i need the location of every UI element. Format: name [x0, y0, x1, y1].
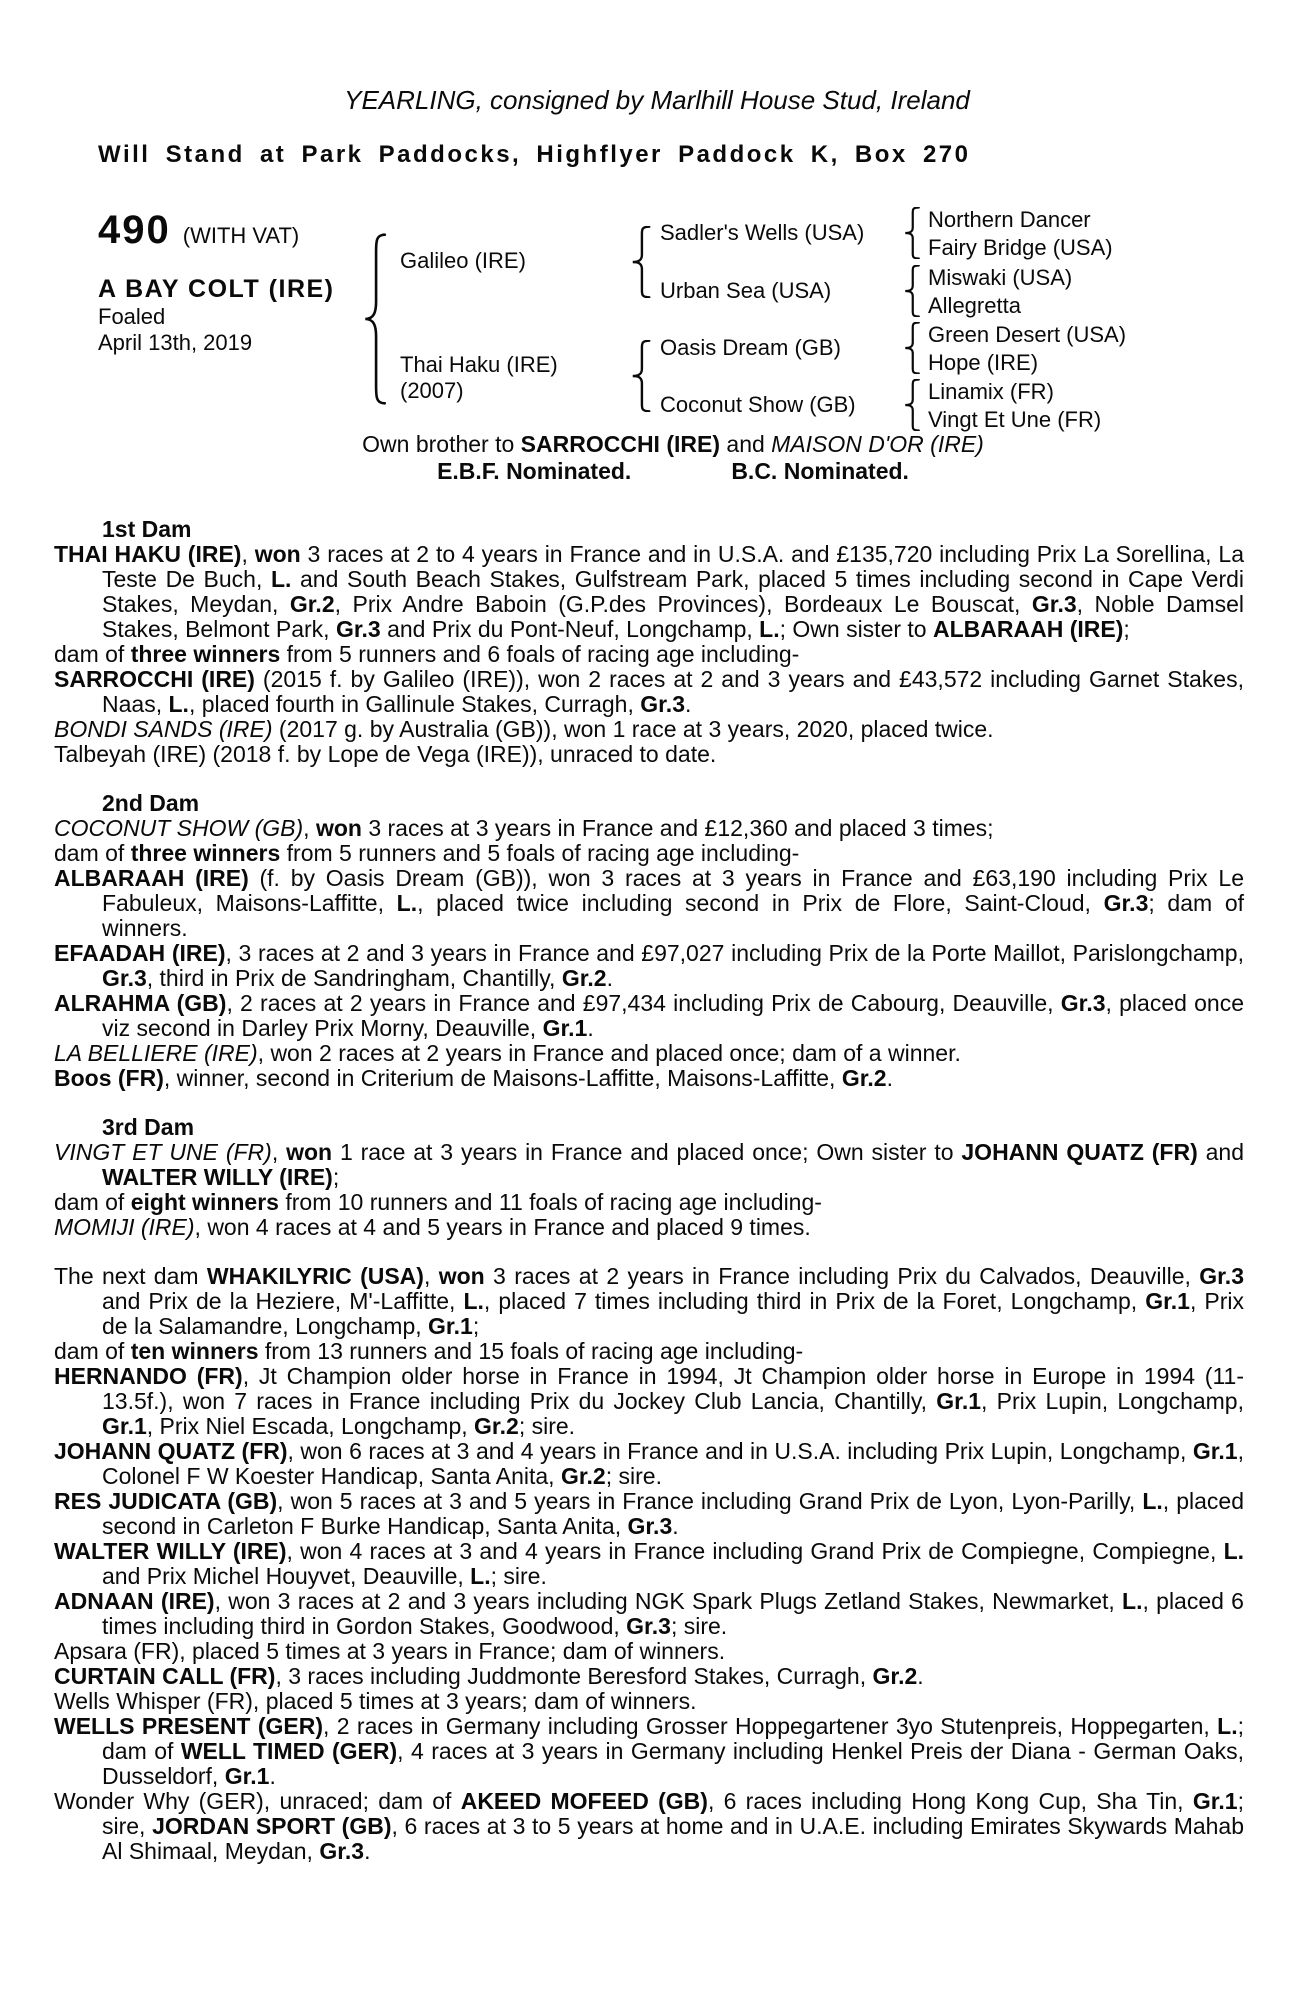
pedigree-paragraph: WELLS PRESENT (GER), 2 races in Germany including Grosser Hoppegartener 3yo Stutenpreis, Hoppegarten, L.; dam of WELL TIMED (GER), 4 races at 3 years in Germany including Henkel Preis der Diana - German Oaks, Dusseldorf, Gr.1.	[54, 1713, 1244, 1789]
ss-dam-name: Fairy Bridge (USA)	[928, 235, 1113, 260]
dam-year: (2007)	[400, 378, 464, 403]
pedigree-paragraph: COCONUT SHOW (GB), won 3 races at 3 years in France and £12,360 and placed 3 times;	[54, 815, 994, 841]
section-heading: 1st Dam	[102, 516, 192, 542]
lot-row	[98, 210, 299, 259]
nominations-row	[102, 458, 1244, 484]
dam-section	[54, 1114, 1244, 1240]
ebf-nominated: E.B.F. Nominated.	[437, 458, 632, 484]
stand-location-line: Will Stand at Park Paddocks, Highflyer Paddock K, Box 270	[98, 141, 971, 168]
pedigree-paragraph: dam of three winners from 5 runners and 5 foals of racing age including-	[54, 840, 800, 866]
consignor-line: YEARLING, consigned by Marlhill House Stud, Ireland	[344, 85, 970, 115]
pedigree-paragraph: THAI HAKU (IRE), won 3 races at 2 to 4 years in France and in U.S.A. and £135,720 including Prix La Sorellina, La Teste De Buch, L. and South Beach Stakes, Gulfstream Park, placed 5 times including second in Cape Verdi Stakes, Meydan, Gr.2, Prix Andre Baboin (G.P.des Provinces), Bordeaux Le Bouscat, Gr.3, Noble Damsel Stakes, Belmont Park, Gr.3 and Prix du Pont-Neuf, Longchamp, L.; Own sister to ALBARAAH (IRE);	[54, 541, 1245, 642]
sire-name: Galileo (IRE)	[400, 248, 526, 273]
pedigree-paragraph: WALTER WILLY (IRE), won 4 races at 3 and 4 years in France including Grand Prix de Compiegne, Compiegne, L. and Prix Michel Houyvet, Deauville, L.; sire.	[54, 1538, 1245, 1589]
lot-number: 490	[98, 208, 171, 252]
sire-dam-name: Urban Sea (USA)	[660, 278, 832, 303]
vat-note: (WITH VAT)	[182, 223, 300, 248]
pedigree-paragraph: SARROCCHI (IRE) (2015 f. by Galileo (IRE)), won 2 races at 2 and 3 years and £43,572 including Garnet Stakes, Naas, L., placed fourth in Gallinule Stakes, Curragh, Gr.3.	[54, 666, 1244, 717]
pedigree-paragraph: dam of ten winners from 13 runners and 15 foals of racing age including-	[54, 1338, 804, 1364]
pedigree-paragraph: Apsara (FR), placed 5 times at 3 years in France; dam of winners.	[54, 1638, 726, 1664]
pedigree-paragraph: The next dam WHAKILYRIC (USA), won 3 races at 2 years in France including Prix du Calvados, Deauville, Gr.3 and Prix de la Heziere, M'-Laffitte, L., placed 7 times including third in Prix de la Foret, Longchamp, Gr.1, Prix de la Salamandre, Longchamp, Gr.1;	[54, 1263, 1245, 1339]
sd-sire-name: Miswaki (USA)	[928, 265, 1073, 290]
dam-section	[54, 1263, 1245, 1864]
dam-dam-name: Coconut Show (GB)	[660, 392, 856, 417]
dam-sire-name: Oasis Dream (GB)	[660, 335, 841, 360]
ds-sire-name: Green Desert (USA)	[928, 322, 1127, 347]
section-heading: 2nd Dam	[102, 790, 200, 816]
pedigree-paragraph: Boos (FR), winner, second in Criterium de Maisons-Laffitte, Maisons-Laffitte, Gr.2.	[54, 1065, 893, 1091]
ds-dam-name: Hope (IRE)	[928, 350, 1039, 375]
pedigree-brace-ds-icon	[903, 322, 921, 374]
pedigree-paragraph: ALRAHMA (GB), 2 races at 2 years in France and £97,434 including Prix de Cabourg, Deauville, Gr.3, placed once viz second in Darley Prix Morny, Deauville, Gr.1.	[54, 990, 1244, 1041]
pedigree-paragraph: Wonder Why (GER), unraced; dam of AKEED MOFEED (GB), 6 races including Hong Kong Cup, Sha Tin, Gr.1; sire, JORDAN SPORT (GB), 6 races at 3 to 5 years at home and in U.A.E. including Emirates Skywards Mahab Al Shimaal, Meydan, Gr.3.	[54, 1788, 1245, 1864]
pedigree-brace-gen1-icon	[362, 233, 388, 405]
foaled-date: April 13th, 2019	[98, 330, 253, 355]
dd-dam-name: Vingt Et Une (FR)	[928, 407, 1102, 432]
pedigree-paragraph: VINGT ET UNE (FR), won 1 race at 3 years in France and placed once; Own sister to JOHANN QUATZ (FR) and WALTER WILLY (IRE);	[54, 1139, 1244, 1190]
pedigree-brace-sd-icon	[903, 265, 921, 317]
section-heading: 3rd Dam	[102, 1114, 195, 1140]
pedigree-paragraph: ADNAAN (IRE), won 3 races at 2 and 3 years including NGK Spark Plugs Zetland Stakes, Newmarket, L., placed 6 times including third in Gordon Stakes, Goodwood, Gr.3; sire.	[54, 1588, 1244, 1639]
dd-sire-name: Linamix (FR)	[928, 379, 1054, 404]
pedigree-paragraph: Wells Whisper (FR), placed 5 times at 3 years; dam of winners.	[54, 1688, 697, 1714]
pedigree-paragraph: MOMIJI (IRE), won 4 races at 4 and 5 years in France and placed 9 times.	[54, 1214, 811, 1240]
own-brother-note: Own brother to SARROCCHI (IRE) and MAISON D'OR (IRE)	[362, 431, 984, 457]
pedigree-paragraph: RES JUDICATA (GB), won 5 races at 3 and 5 years in France including Grand Prix de Lyon, Lyon-Parilly, L., placed second in Carleton F Burke Handicap, Santa Anita, Gr.3.	[54, 1488, 1244, 1539]
pedigree-brace-dam-icon	[630, 340, 652, 412]
foaled-label: Foaled	[98, 304, 166, 329]
dam-section	[54, 790, 1245, 1091]
catalogue-body	[54, 516, 1245, 1864]
bc-nominated: B.C. Nominated.	[731, 458, 909, 484]
sd-dam-name: Allegretta	[928, 293, 1021, 318]
pedigree-paragraph: JOHANN QUATZ (FR), won 6 races at 3 and 4 years in France and in U.S.A. including Prix Lupin, Longchamp, Gr.1, Colonel F W Koester Handicap, Santa Anita, Gr.2; sire.	[54, 1438, 1244, 1489]
pedigree-paragraph: ALBARAAH (IRE) (f. by Oasis Dream (GB)), won 3 races at 3 years in France and £63,190 including Prix Le Fabuleux, Maisons-Laffitte, L., placed twice including second in Prix de Flore, Saint-Cloud, Gr.3; dam of winners.	[54, 865, 1245, 941]
pedigree-brace-sire-icon	[630, 226, 652, 298]
dam-name: Thai Haku (IRE)	[400, 352, 558, 377]
pedigree-brace-ss-icon	[903, 207, 921, 259]
pedigree-paragraph: BONDI SANDS (IRE) (2017 g. by Australia (GB)), won 1 race at 3 years, 2020, placed twice.	[54, 716, 994, 742]
sire-sire-name: Sadler's Wells (USA)	[660, 220, 865, 245]
pedigree-paragraph: CURTAIN CALL (FR), 3 races including Juddmonte Beresford Stakes, Curragh, Gr.2.	[54, 1663, 924, 1689]
dam-section	[54, 516, 1245, 767]
pedigree-brace-dd-icon	[903, 379, 921, 431]
pedigree-paragraph: dam of eight winners from 10 runners and 11 foals of racing age including-	[54, 1189, 822, 1215]
ss-sire-name: Northern Dancer	[928, 207, 1091, 232]
pedigree-paragraph: HERNANDO (FR), Jt Champion older horse in France in 1994, Jt Champion older horse in Europe in 1994 (11-13.5f.), won 7 races in France including Prix du Jockey Club Lancia, Chantilly, Gr.1, Prix Lupin, Longchamp, Gr.1, Prix Niel Escada, Longchamp, Gr.2; sire.	[54, 1363, 1244, 1439]
pedigree-paragraph: LA BELLIERE (IRE), won 2 races at 2 years in France and placed once; dam of a winner.	[54, 1040, 961, 1066]
pedigree-paragraph: Talbeyah (IRE) (2018 f. by Lope de Vega (IRE)), unraced to date.	[54, 741, 717, 767]
colt-description: A BAY COLT (IRE)	[98, 275, 335, 303]
pedigree-paragraph: dam of three winners from 5 runners and 6 foals of racing age including-	[54, 641, 800, 667]
pedigree-paragraph: EFAADAH (IRE), 3 races at 2 and 3 years in France and £97,027 including Prix de la Porte Maillot, Parislongchamp, Gr.3, third in Prix de Sandringham, Chantilly, Gr.2.	[54, 940, 1244, 991]
